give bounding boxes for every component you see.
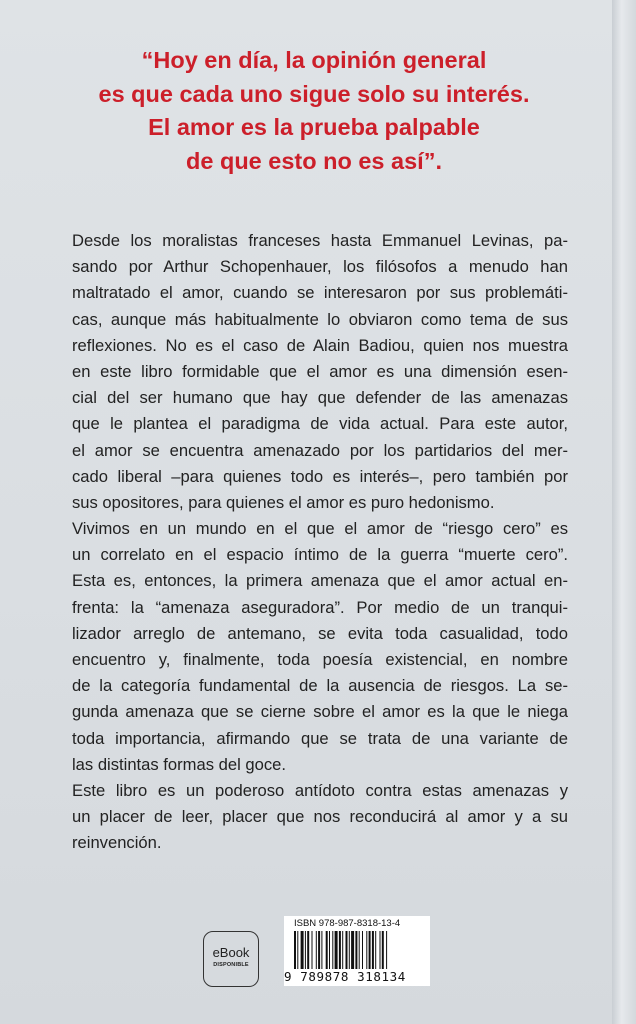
blurb-line: el amor se encuentra amenazado por los partidarios del mer- (72, 440, 568, 460)
blurb-line: Este libro es un poderoso antídoto contra estas amenazas y (72, 780, 568, 800)
blurb-line: Esta es, entonces, la primera amenaza que el amor actual en- (72, 571, 568, 591)
quote-line: de que esto no es así”. (186, 147, 442, 174)
barcode-bar (294, 931, 296, 969)
barcode-bar (346, 931, 348, 969)
blurb-line: reflexiones. No es el caso de Alain Badiou, quien nos muestra (72, 335, 568, 355)
blurb-line: que le plantea el paradigma de vida actual. Para este autor, (72, 414, 568, 434)
barcode-bar (318, 931, 320, 969)
blurb-line: toda importancia, afirmando que se trata de una variante de (72, 728, 568, 748)
blurb-line: frenta: la “amenaza aseguradora”. Por medio de un tranqui- (72, 597, 568, 617)
blurb-line: un placer de leer, placer que nos reconducirá al amor y a su (72, 807, 568, 827)
pull-quote (40, 44, 588, 178)
barcode-bar (335, 931, 338, 969)
quote-line: “Hoy en día, la opinión general (141, 47, 487, 73)
barcode-digits: 9 789878 318134 (284, 969, 406, 984)
barcode-bar (321, 931, 322, 969)
blurb-line: cado liberal –para quienes todo es interés–, pero también por (72, 466, 568, 486)
barcode-bar (329, 931, 330, 969)
quote-line: es que cada uno sigue solo su interés. (98, 80, 530, 107)
barcode-bar (382, 931, 384, 969)
barcode-bar (297, 931, 298, 969)
barcode-bar (316, 931, 317, 969)
book-spine (612, 0, 636, 1024)
barcode-bar (312, 931, 313, 969)
barcode-bar (380, 931, 381, 969)
barcode-bar (301, 931, 304, 969)
barcode-bar (366, 931, 367, 969)
quote-line: El amor es la prueba palpable (148, 114, 480, 140)
blurb-line: Vivimos en un mundo en el que el amor de “riesgo cero” es (72, 519, 568, 539)
barcode-bar (375, 931, 376, 969)
blurb-line: en este libro formidable que el amor es una dimensión esen- (72, 361, 568, 381)
barcode-bar (359, 931, 360, 969)
isbn-barcode (284, 916, 430, 986)
blurb-text (72, 228, 568, 857)
barcode-bar (351, 931, 354, 969)
blurb-line: de la categoría fundamental de la ausencia de riesgos. La se- (72, 676, 568, 696)
blurb-line: Desde los moralistas franceses hasta Emmanuel Levinas, pa- (72, 231, 568, 250)
barcode-bar (349, 931, 350, 969)
blurb-line: encuentro y, finalmente, toda poesía existencial, en nombre (72, 650, 568, 669)
barcode-bar (369, 931, 371, 969)
blurb-line: reinvención. (72, 833, 162, 853)
barcode-bar (355, 931, 357, 969)
ebook-label: eBook (212, 945, 250, 960)
barcode-bar (386, 931, 387, 969)
blurb-line: cas, aunque más habitualmente lo obviaron como tema de sus (72, 309, 568, 329)
ebook-available-badge (203, 931, 259, 987)
blurb-line: lizador arreglo de antemano, se evita toda casualidad, todo (72, 623, 568, 643)
ebook-sublabel: DISPONIBLE (213, 962, 249, 968)
barcode-bar (307, 931, 309, 969)
isbn-text: ISBN 978-987-8318-13-4 (294, 918, 401, 929)
blurb-line: cial del ser humano que hay que defender de las amenazas (72, 388, 568, 408)
blurb-line: un correlato en el espacio íntimo de la guerra “muerte cero”. (72, 545, 568, 565)
barcode-bar (326, 931, 328, 969)
blurb-line: gunda amenaza que se cierne sobre el amor es la que le niega (72, 702, 568, 722)
blurb-line: las distintas formas del goce. (72, 754, 286, 774)
barcode-bar (339, 931, 341, 969)
blurb-line: maltratado el amor, cuando se interesaron por sus problemáti- (72, 283, 568, 303)
barcode-bar (362, 931, 363, 969)
barcode-bar (342, 931, 343, 969)
barcode-bar (372, 931, 374, 969)
barcode-bars-icon (292, 931, 422, 969)
barcode-bar (332, 931, 333, 969)
blurb-line: sando por Arthur Schopenhauer, los filósofos a menudo han (72, 257, 568, 277)
barcode-bar (305, 931, 306, 969)
blurb-line: sus opositores, para quienes el amor es puro hedonismo. (72, 492, 495, 512)
